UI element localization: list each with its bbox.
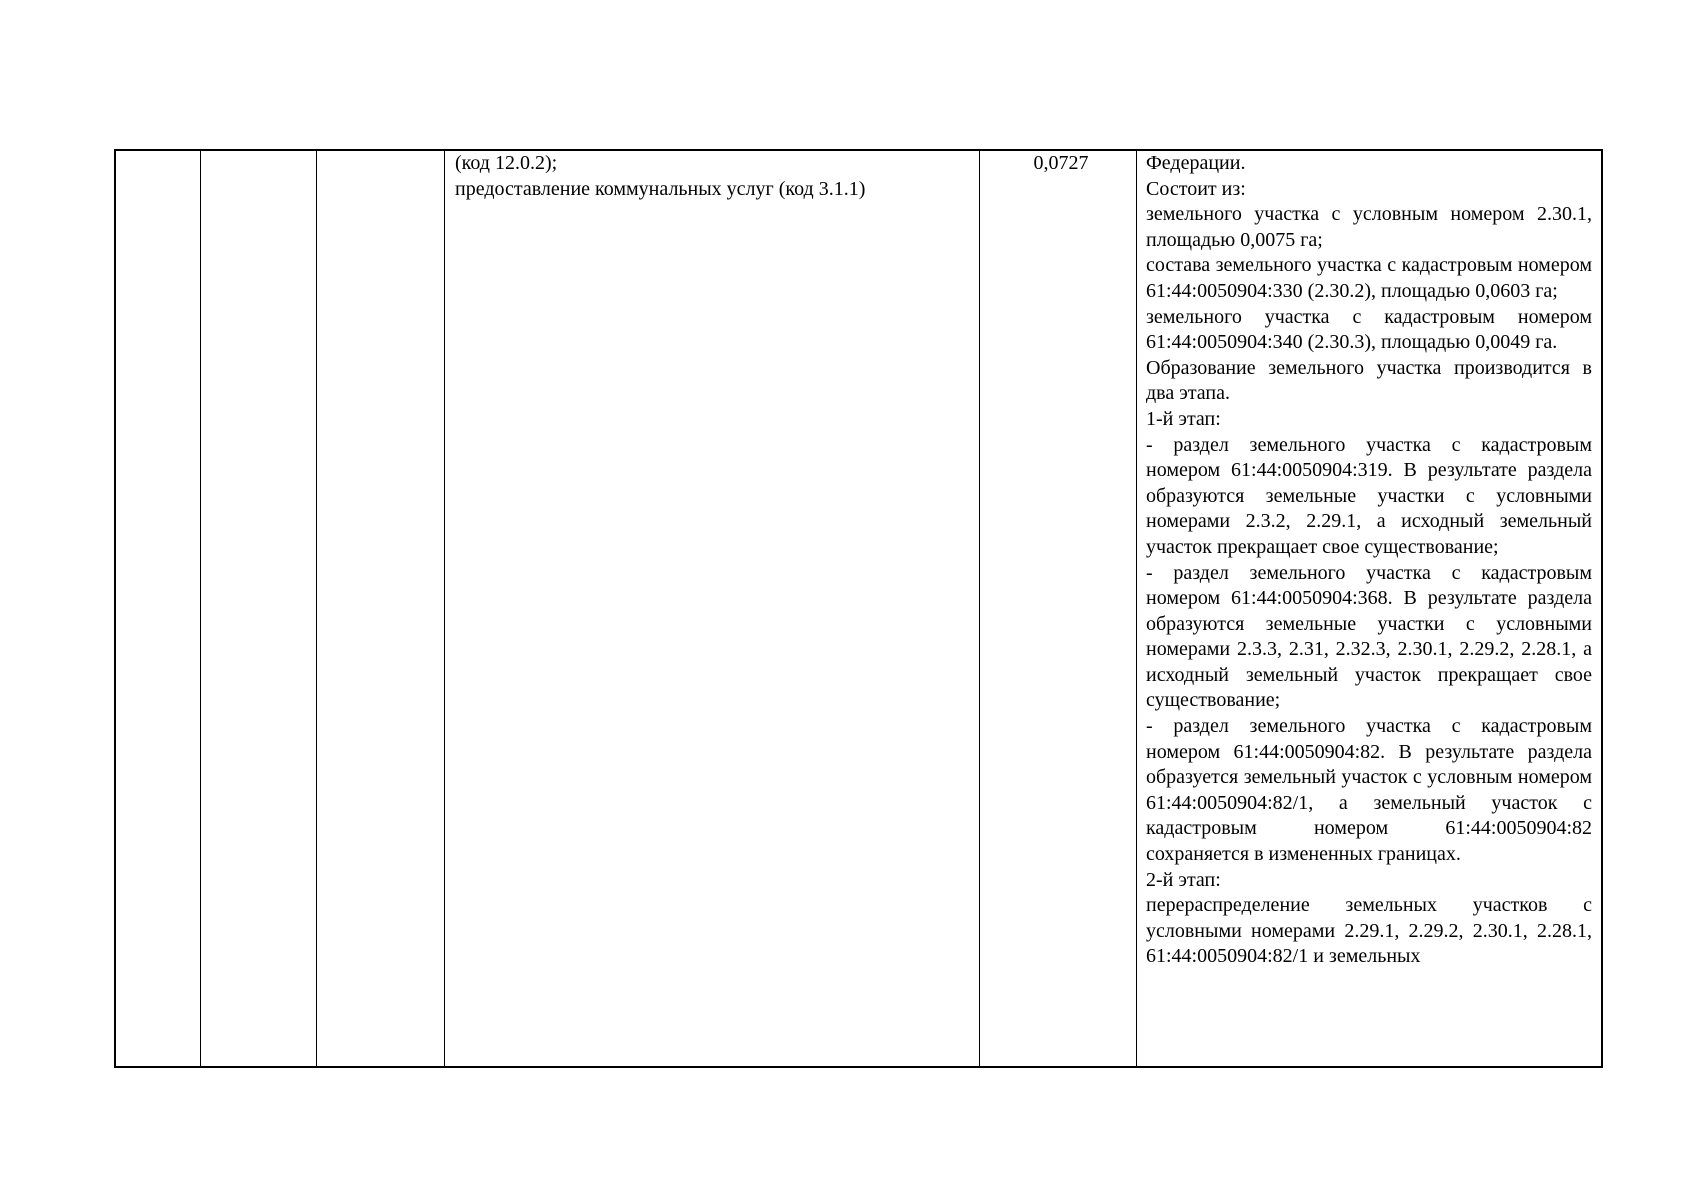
land-use-cell bbox=[455, 151, 975, 202]
description-paragraph: состава земельного участка с кадастровым номером 61:44:0050904:330 (2.30.2), площадью 0,0603 га; bbox=[1146, 254, 1592, 302]
area-cell: 0,0727 bbox=[1033, 152, 1089, 174]
column-divider-4 bbox=[979, 151, 980, 1066]
document-table bbox=[114, 149, 1603, 1068]
description-paragraph: Состоит из: bbox=[1146, 177, 1246, 200]
column-divider-3 bbox=[444, 151, 445, 1066]
land-use-line: предоставление коммунальных услуг (код 3.1.1) bbox=[455, 177, 866, 200]
description-paragraph: - раздел земельного участка с кадастровым номером 61:44:0050904:82. В результате раздела образуется земельный участок с условным номером 61:44:0050904:82/1, а земельный участок с кадастровым номером 61:44:0050904:82 сохраняется в измененных границах. bbox=[1146, 715, 1592, 866]
description-paragraph: Образование земельного участка производится в два этапа. bbox=[1146, 356, 1592, 405]
land-use-line: (код 12.0.2); bbox=[455, 152, 558, 174]
description-paragraph: 1-й этап: bbox=[1146, 407, 1221, 430]
description-paragraph: 2-й этап: bbox=[1146, 868, 1221, 891]
description-paragraph: перераспределение земельных участков с условными номерами 2.29.1, 2.29.2, 2.30.1, 2.28.1, 61:44:0050904:82/1 и земельных bbox=[1146, 894, 1592, 968]
description-paragraph: Федерации. bbox=[1146, 152, 1246, 174]
column-divider-5 bbox=[1136, 151, 1137, 1066]
description-cell bbox=[1146, 151, 1592, 970]
column-divider-2 bbox=[316, 151, 317, 1066]
description-paragraph: земельного участка с кадастровым номером 61:44:0050904:340 (2.30.3), площадью 0,0049 га. bbox=[1146, 305, 1592, 354]
description-paragraph: - раздел земельного участка с кадастровым номером 61:44:0050904:368. В результате раздела образуются земельные участки с условными номерами 2.3.3, 2.31, 2.32.3, 2.30.1, 2.29.2, 2.28.1, а исходный земельный участок прекращает свое существование; bbox=[1146, 561, 1592, 712]
description-paragraph: - раздел земельного участка с кадастровым номером 61:44:0050904:319. В результате раздела образуются земельные участки с условными номерами 2.3.2, 2.29.1, а исходный земельный участок прекращает свое существование; bbox=[1146, 433, 1592, 558]
description-paragraph: земельного участка с условным номером 2.30.1, площадью 0,0075 га; bbox=[1146, 203, 1592, 251]
column-divider-1 bbox=[200, 151, 201, 1066]
